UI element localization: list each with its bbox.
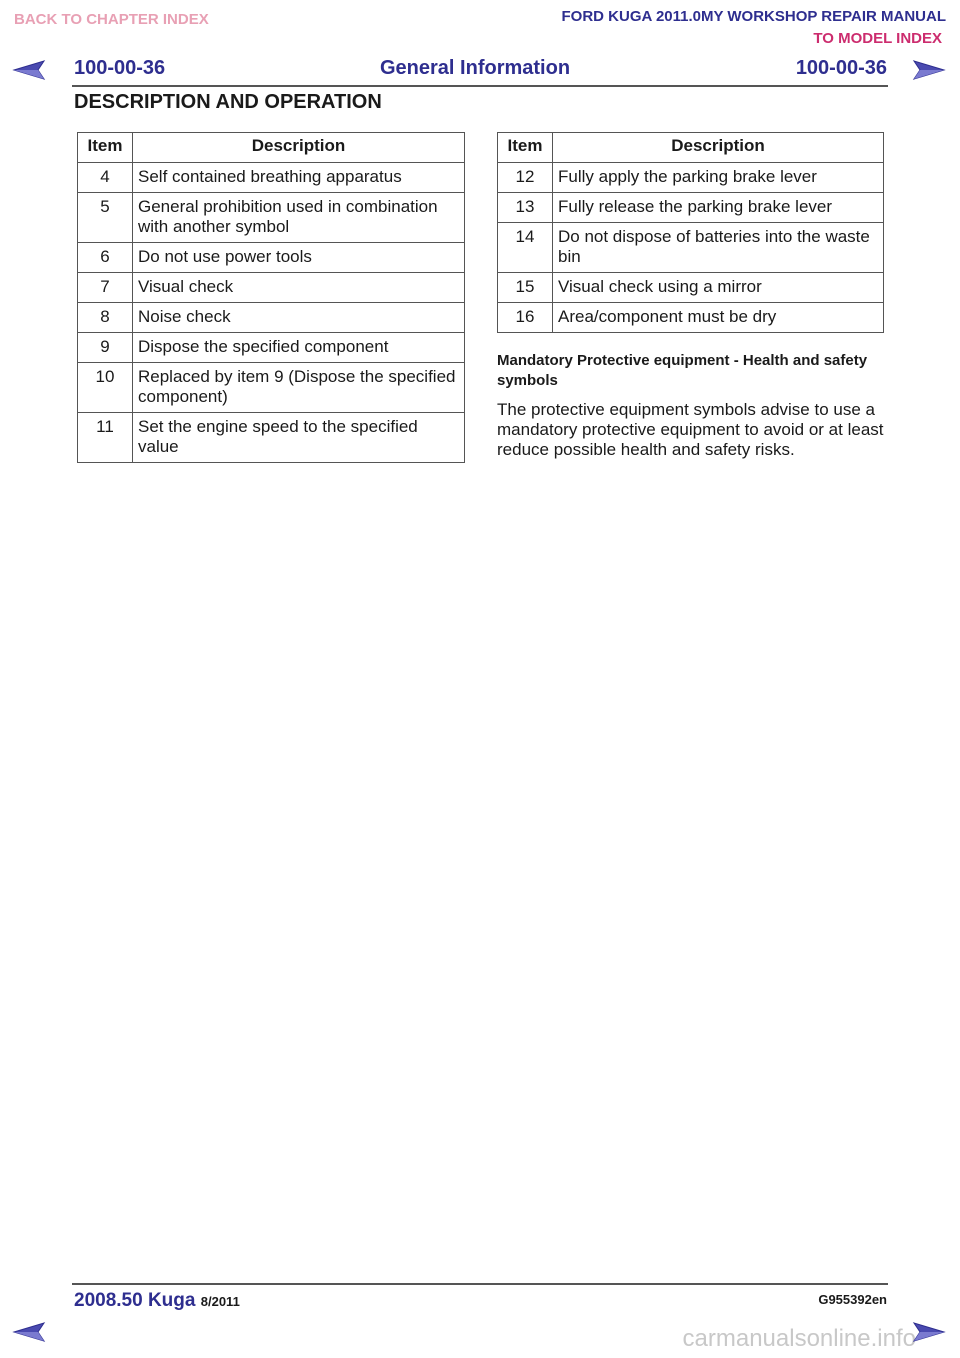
- table-header-row: [498, 133, 884, 163]
- table-row: [78, 413, 465, 463]
- table-row: [78, 243, 465, 273]
- item-description: Dispose the specified component: [133, 333, 465, 363]
- next-page-arrow-icon[interactable]: [912, 59, 946, 81]
- table-row: [498, 303, 884, 333]
- table-row: [78, 333, 465, 363]
- item-number: 7: [78, 273, 133, 303]
- to-model-index-link[interactable]: TO MODEL INDEX: [813, 30, 942, 47]
- column-header-item: Item: [78, 133, 133, 163]
- item-number: 10: [78, 363, 133, 413]
- item-number: 16: [498, 303, 553, 333]
- footer-model-label: [74, 1290, 240, 1312]
- table-row: [78, 273, 465, 303]
- item-number: 14: [498, 223, 553, 273]
- footer-model-name: 2008.50 Kuga: [74, 1290, 196, 1311]
- item-description: Area/component must be dry: [553, 303, 884, 333]
- item-description: Self contained breathing apparatus: [133, 163, 465, 193]
- item-description: Noise check: [133, 303, 465, 333]
- table-row: [78, 193, 465, 243]
- column-header-description: Description: [553, 133, 884, 163]
- item-number: 15: [498, 273, 553, 303]
- item-number: 4: [78, 163, 133, 193]
- item-number: 11: [78, 413, 133, 463]
- back-to-chapter-index-link[interactable]: BACK TO CHAPTER INDEX: [14, 11, 209, 28]
- item-description: Set the engine speed to the specified value: [133, 413, 465, 463]
- table-row: [78, 303, 465, 333]
- symbols-table-right: [497, 132, 884, 333]
- column-header-item: Item: [498, 133, 553, 163]
- column-header-description: Description: [133, 133, 465, 163]
- item-description: Visual check: [133, 273, 465, 303]
- section-title: General Information: [380, 57, 571, 79]
- table-row: [498, 163, 884, 193]
- item-description: Visual check using a mirror: [553, 273, 884, 303]
- footer-divider: [72, 1283, 888, 1285]
- symbols-table-left: [77, 132, 465, 463]
- item-number: 13: [498, 193, 553, 223]
- item-number: 12: [498, 163, 553, 193]
- item-description: Fully apply the parking brake lever: [553, 163, 884, 193]
- page-number-right: 100-00-36: [795, 57, 887, 79]
- footer-date: 8/2011: [200, 1294, 240, 1309]
- mandatory-equipment-heading: Mandatory Protective equipment - Health and safety symbols: [497, 352, 868, 389]
- table-row: [498, 193, 884, 223]
- table-header-row: [78, 133, 465, 163]
- item-number: 8: [78, 303, 133, 333]
- footer-document-code: G955392en: [818, 1292, 887, 1307]
- page-number-left: 100-00-36: [74, 57, 166, 79]
- next-page-arrow-icon[interactable]: [912, 1321, 946, 1343]
- item-number: 6: [78, 243, 133, 273]
- item-number: 9: [78, 333, 133, 363]
- table-row: [78, 163, 465, 193]
- previous-page-arrow-icon[interactable]: [12, 59, 46, 81]
- manual-title: FORD KUGA 2011.0MY WORKSHOP REPAIR MANUAL: [561, 8, 946, 25]
- item-description: Fully release the parking brake lever: [553, 193, 884, 223]
- item-number: 5: [78, 193, 133, 243]
- table-row: [498, 223, 884, 273]
- previous-page-arrow-icon[interactable]: [12, 1321, 46, 1343]
- item-description: General prohibition used in combination with another symbol: [133, 193, 465, 243]
- mandatory-equipment-paragraph: The protective equipment symbols advise to use a mandatory protective equipment to avoid or at least reduce possible health and safety risks.: [497, 400, 884, 459]
- table-row: [78, 363, 465, 413]
- item-description: Replaced by item 9 (Dispose the specified component): [133, 363, 465, 413]
- watermark-text: carmanualsonline.info: [682, 1325, 916, 1352]
- item-description: Do not dispose of batteries into the waste bin: [553, 223, 884, 273]
- item-description: Do not use power tools: [133, 243, 465, 273]
- chapter-heading: DESCRIPTION AND OPERATION: [74, 91, 382, 113]
- header-divider: [72, 85, 888, 87]
- table-row: [498, 273, 884, 303]
